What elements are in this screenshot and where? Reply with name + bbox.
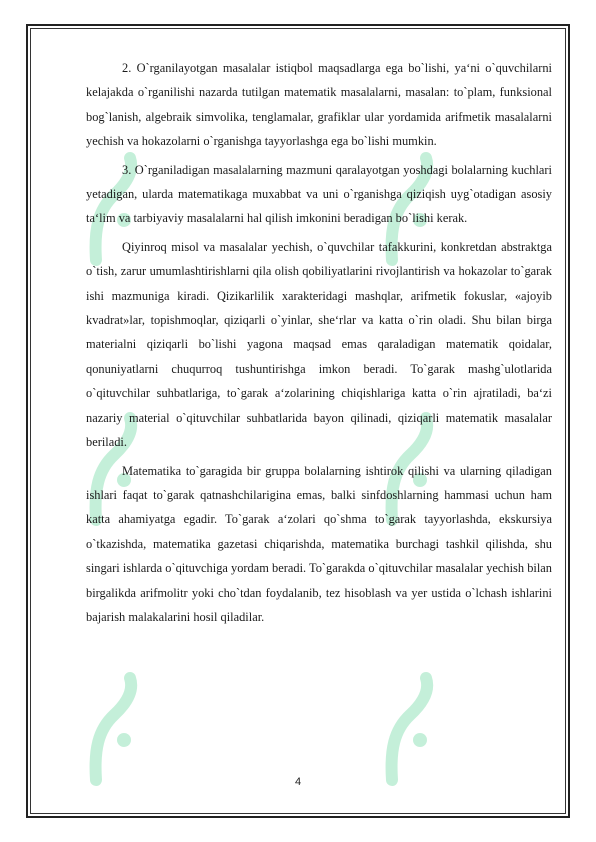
document-body bbox=[86, 56, 552, 633]
watermark-logo-icon bbox=[84, 670, 144, 790]
paragraph: Qiyinroq misol va masalalar yechish, o`quvchilar tafakkurini, konkretdan abstraktga o`tish, zarur umumlashtirishlarni qila olish qobiliyatlarini rivojlantirish va hokazolar to`garak ishi mazmuniga kiradi. Qizikarlilik xarakteridagi mashqlar, arifmetik fokuslar, «ajoyib kvadrat»lar, topishmoqlar, qiziqarli o`yinlar, she‘rlar va katta o`rin oladi. Shu bilan birga materialni qiziqarli bo`lishi yagona maqsad emas qaraladigan matematik qoidalar, qonuniyatlarni chuqurroq tushuntirishga imkon beradi. To`garak mashg`ulotlarida o`qituvchilar suhbatlariga, to`garak a‘zolarining chiqishlariga katta o`rin ajratiladi, ba‘zi nazariy material o`qituvchilar suhbatlarida bayon qilinadi, qiziqarli matematik masalalar beriladi. bbox=[86, 239, 552, 450]
paragraph: 2. O`rganilayotgan masalalar istiqbol maqsadlarga ega bo`lishi, ya‘ni o`quvchilarni kelajakda o`rganilishi nazarda tutilgan matematik masalalarni, masalan: to`plam, funksional bog`lanish, algebraik simvolika, tenglamalar, grafiklar ular yordamida arifmetik masalalarni yechish va hokazolarni o`rganishga tayyorlashga ega bo`lishi mumkin. bbox=[86, 61, 552, 149]
watermark-logo-icon bbox=[380, 670, 440, 790]
paragraph: 3. O`rganiladigan masalalarning mazmuni qaralayotgan yoshdagi bolalarning kuchlari yetadigan, ularda matematikaga muxabbat va uni o`rganishga qiziqish uyg`otadigan asosiy ta‘lim va tarbiyaviy masalalarni hal qilish imkonini beradigan bo`lishi kerak. bbox=[86, 162, 552, 226]
paragraph: Matematika to`garagida bir gruppa bolalarning ishtirok qilishi va ularning qiladigan ishlari faqat to`garak qatnashchilarigina emas, balki sinfdoshlarning hammasi uchun ham katta ahamiyatga egadir. To`garak a‘zolari qo`shma to`garak tayyorlashda, ekskursiya o`tkazishda, matematika gazetasi chiqarishda, matematika burchagi tashkil qilishda, shu singari ishlarda o`qituvchiga yordam beradi. To`garakda o`qituvchilar masalalar yechish bilan birgalikda arifmolitr yoki cho`tdan foydalanib, tez hisoblash va yer ustida o`lchash ishlarini bajarish malakalarini hosil qiladilar. bbox=[86, 463, 552, 624]
page-number: 4 bbox=[294, 776, 302, 788]
